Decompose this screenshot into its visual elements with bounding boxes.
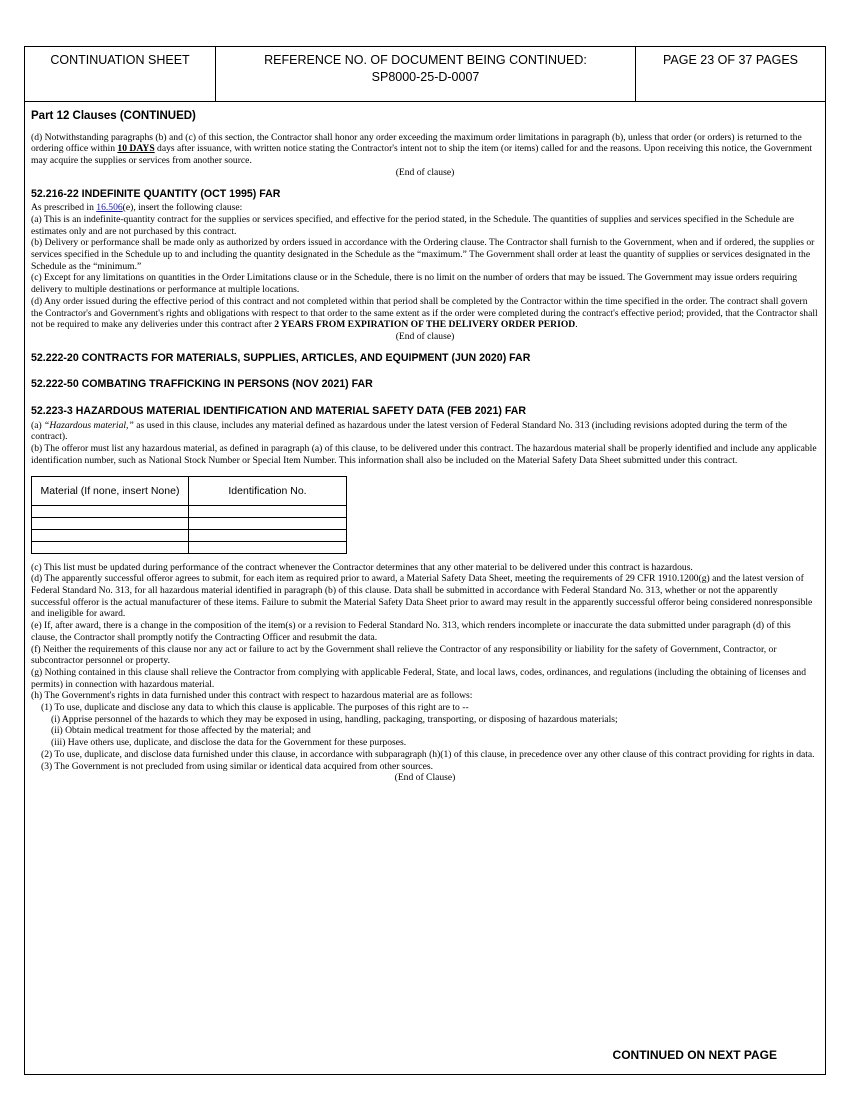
paragraph-g: (g) Nothing contained in this clause shall relieve the Contractor from complying with applicable Federal, State, and local laws, codes, ordinances, and regulations (including the obtaining of licenses and permits) in connection with hazardous material. (31, 666, 807, 690)
paragraph-a (31, 420, 819, 443)
column-header-material: Material (If none, insert None) (32, 476, 189, 505)
clause-title-52-216-22: 52.216-22 INDEFINITE QUANTITY (OCT 1995) FAR (31, 187, 281, 200)
paragraph-h: (h) The Government's rights in data furnished under this contract with respect to hazardous material are as follows: (31, 690, 473, 702)
column-header-identification: Identification No. (189, 476, 347, 505)
table-row[interactable] (32, 517, 347, 529)
paragraph-text: days after issuance, with written notice stating the Contractor's intent not to ship the item (or items) called for and the reasons. Upon receiving this notice, the Government may acquire the supplies or services from another source. (31, 143, 813, 167)
paragraph-a: (a) This is an indefinite-quantity contract for the supplies or services specified, and effective for the period stated, in the Schedule. The quantities of supplies and services specified in the Schedule are estimates only and are not purchased by this contract. (31, 213, 794, 237)
continuation-sheet (24, 46, 826, 1075)
paragraph-text: As prescribed in (31, 202, 97, 214)
material-cell[interactable] (32, 541, 189, 553)
part-title: Part 12 Clauses (CONTINUED) (31, 110, 196, 122)
sheet-title: CONTINUATION SHEET (25, 47, 216, 101)
paragraph-h-2: (2) To use, duplicate, and disclose data furnished under this clause, in accordance with subparagraph (h)(1) of this clause, in precedence over any other clause of this contract providing for rights in data. (41, 748, 815, 760)
sheet-header (25, 47, 825, 102)
reference-number: SP8000-25-D-0007 (371, 70, 480, 84)
paragraph-c: (c) This list must be updated during performance of the contract whenever the Contractor determines that any other material to be delivered under this contract is hazardous. (31, 561, 693, 573)
paragraph-c: (c) Except for any limitations on quantities in the Order Limitations clause or in the Schedule, there is no limit on the number of orders that may be issued. The Government may issue orders requiring delivery to multiple destinations or performance at multiple locations. (31, 272, 798, 296)
paragraph-text: as used in this clause, includes any material defined as hazardous under the latest version of Federal Standard No. 313 (including revisions adopted during the term of the contract). (31, 419, 788, 443)
paragraph-b: (b) Delivery or performance shall be made only as authorized by orders issued in accordance with the Ordering clause. The Contractor shall furnish to the Government, when and if ordered, the supplies or services specified in the Schedule up to and including the quantity designated in the Schedule as the “maximum.” The Government shall order at least the quantity of supplies or services designated in the Schedule as the “minimum.” (31, 237, 815, 272)
clause-title-52-222-20: 52.222-20 CONTRACTS FOR MATERIALS, SUPPLIES, ARTICLES, AND EQUIPMENT (JUN 2020) FAR (31, 351, 531, 364)
identification-cell[interactable] (189, 505, 347, 517)
paragraph-d (31, 296, 819, 331)
identification-cell[interactable] (189, 529, 347, 541)
table-header-row (32, 476, 347, 505)
table-row[interactable] (32, 529, 347, 541)
paragraph-h-3: (3) The Government is not precluded from using similar or identical data acquired from other sources. (41, 760, 433, 772)
reference-label: REFERENCE NO. OF DOCUMENT BEING CONTINUED: (264, 53, 587, 67)
paragraph (31, 132, 819, 167)
far-16-506-link[interactable]: 16.506 (96, 202, 123, 214)
clause-title-52-222-50: 52.222-50 COMBATING TRAFFICKING IN PERSONS (NOV 2021) FAR (31, 378, 373, 391)
table-row[interactable] (32, 541, 347, 553)
hazardous-material-table (31, 476, 347, 554)
clause-title-52-223-3: 52.223-3 HAZARDOUS MATERIAL IDENTIFICATION AND MATERIAL SAFETY DATA (FEB 2021) FAR (31, 405, 527, 418)
paragraph-f: (f) Neither the requirements of this clause nor any act or failure to act by the Government shall relieve the Contractor of any responsibility or liability for the safety of Government, Contractor, or subcontractor personnel or property. (31, 643, 777, 667)
paragraph (31, 202, 819, 214)
delivery-period: 2 YEARS FROM EXPIRATION OF THE DELIVERY ORDER PERIOD (274, 319, 576, 331)
identification-cell[interactable] (189, 541, 347, 553)
end-of-clause: (End of clause) (395, 166, 455, 178)
paragraph-b: (b) The offeror must list any hazardous material, as defined in paragraph (a) of this clause, to be delivered under this contract. The hazardous material shall be properly identified and include any applicable identification number, such as National Stock Number or Special Item Number. This information shall also be included on the Material Safety Data Sheet submitted under this contract. (31, 443, 817, 466)
paragraph-h-1-ii: (ii) Obtain medical treatment for those affected by the material; and (51, 725, 311, 737)
paragraph-h-1: (1) To use, duplicate and disclose any data to which this clause is applicable. The purposes of this right are to -- (41, 702, 469, 714)
material-cell[interactable] (32, 529, 189, 541)
paragraph-text: . (575, 319, 578, 331)
paragraph-text: (a) (31, 419, 45, 431)
table-row[interactable] (32, 505, 347, 517)
reference-block (216, 47, 636, 101)
document-body (31, 111, 819, 784)
paragraph-text: (e), insert the following clause: (122, 202, 243, 214)
paragraph-text: (d) Notwithstanding paragraphs (b) and (c) of this section, the Contractor shall honor any order exceeding the maximum order limitations in paragraph (b), unless that order (or orders) is returned to the ordering office within (31, 131, 802, 155)
continued-next-page: CONTINUED ON NEXT PAGE (612, 1048, 777, 1062)
material-cell[interactable] (32, 505, 189, 517)
paragraph-text: (d) Any order issued during the effective period of this contract and not completed within that period shall be completed by the Contractor within the time specified in the order. The contract shall govern the Contractor's and Government's rights and obligations with respect to that order to the same extent as if the order were completed during the contract's effective period; provided, that the Contractor shall not be required to make any deliveries under this contract after (31, 295, 818, 331)
defined-term: “Hazardous material,” (44, 419, 134, 431)
identification-cell[interactable] (189, 517, 347, 529)
paragraph-h-1-iii: (iii) Have others use, duplicate, and disclose the data for the Government for these purposes. (51, 737, 407, 749)
page-number: PAGE 23 OF 37 PAGES (662, 53, 798, 67)
end-of-clause: (End of Clause) (394, 772, 456, 784)
paragraph-h-1-i: (i) Apprise personnel of the hazards to which they may be exposed in using, handling, packaging, transporting, or disposing of hazardous materials; (51, 713, 618, 725)
paragraph-e: (e) If, after award, there is a change in the composition of the item(s) or a revision to Federal Standard No. 313, which renders incomplete or inaccurate the data submitted under paragraph (d) of this clause, the Contractor shall promptly notify the Contracting Officer and resubmit the data. (31, 620, 791, 643)
material-cell[interactable] (32, 517, 189, 529)
end-of-clause: (End of clause) (395, 330, 455, 342)
paragraph-d: (d) The apparently successful offeror agrees to submit, for each item as required prior to award, a Material Safety Data Sheet, meeting the requirements of 29 CFR 1910.1200(g) and the latest version of Federal Standard No. 313, for all hazardous material identified in paragraph (b) of this clause. Data shall be submitted in accordance with Federal Standard No. 313, whether or not the apparently successful offeror is the actual manufacturer of these items. Failure to submit the Material Safety Data Sheet prior to award may result in the apparently successful offeror being considered nonresponsible and ineligible for award. (31, 573, 813, 620)
days-value: 10 DAYS (117, 143, 155, 155)
